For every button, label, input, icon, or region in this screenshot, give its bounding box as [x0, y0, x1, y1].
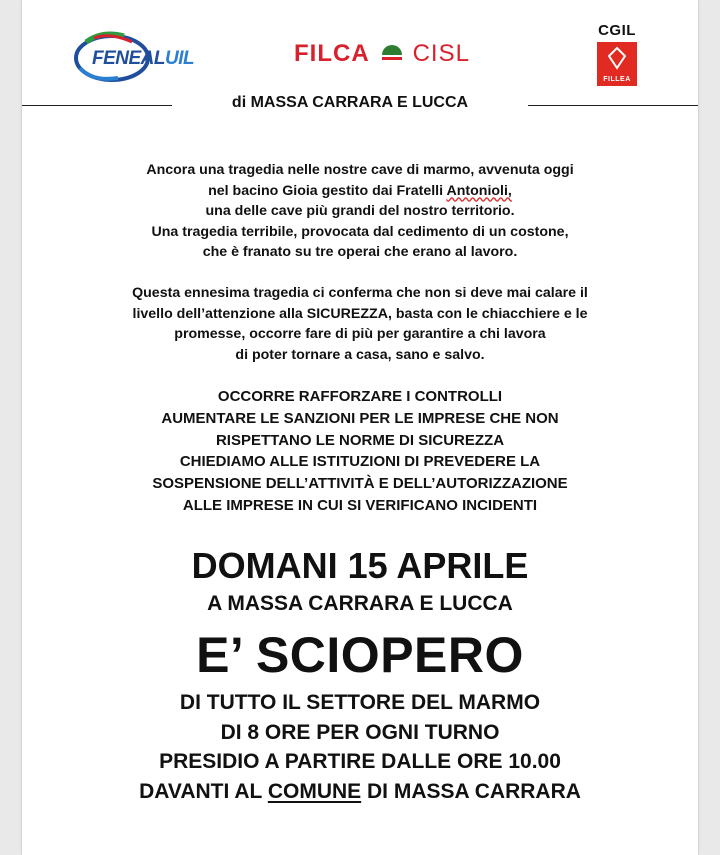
strike-date: DOMANI 15 APRILE: [191, 545, 529, 586]
paragraph-line: di poter tornare a casa, sano e salvo.: [235, 346, 485, 363]
filca-name: FILCA: [294, 40, 370, 67]
header: [22, 0, 698, 120]
demand-line: SOSPENSIONE DELL’ATTIVITÀ E DELL’AUTORIZZAZIONE: [152, 475, 568, 493]
demand-line: OCCORRE RAFFORZARE I CONTROLLI: [217, 388, 503, 405]
paragraph-line: promesse, occorre fare di più per garantire a chi lavora: [174, 326, 546, 342]
demand-line: ALLE IMPRESE IN CUI SI VERIFICANO INCIDENTI: [182, 496, 538, 514]
fillea-badge: [597, 42, 637, 86]
spellcheck-underlined-name: Antonioli,: [446, 182, 512, 199]
paragraph-line: Ancora una tragedia nelle nostre cave di marmo, avvenuta oggi: [146, 162, 574, 178]
detail-line-part: DI MASSA CARRARA: [367, 779, 581, 803]
detail-line: [22, 777, 698, 807]
flyer-page: [22, 0, 698, 855]
paragraph-line: che è franato su tre operai che erano al lavoro.: [202, 244, 518, 260]
strike-details: [22, 688, 698, 806]
demands-block: [22, 386, 698, 517]
fillea-emblem-icon: [607, 46, 627, 70]
header-rule-right: [528, 105, 698, 106]
paragraph-line: [22, 181, 698, 202]
filca-cisl-logo: [294, 40, 470, 70]
cisl-name: CISL: [412, 40, 470, 67]
fenealuil-name-2: UIL: [165, 48, 195, 69]
paragraph-line-part: nel bacino Gioia gestito dai Fratelli: [208, 182, 444, 199]
detail-line: PRESIDIO A PARTIRE DALLE ORE 10.00: [159, 750, 561, 773]
cgil-name: CGIL: [598, 22, 636, 39]
paragraph-line-part: , basta con le chiacchiere e le: [387, 305, 588, 322]
demand-line: CHIEDIAMO ALLE ISTITUZIONI DI PREVEDERE LA: [179, 453, 541, 471]
strike-headline: E’ SCIOPERO: [196, 627, 524, 683]
fenealuil-logo: [72, 28, 212, 84]
fillea-name: FILLEA: [603, 76, 631, 83]
paragraph-line: una delle cave più grandi del nostro territorio.: [205, 203, 515, 219]
header-rule-left: [22, 105, 172, 106]
paragraph-line-part: livello dell’attenzione alla: [132, 305, 303, 322]
cgil-fillea-logo: [592, 22, 642, 90]
header-subtitle: di MASSA CARRARA E LUCCA: [231, 94, 469, 111]
demand-line: AUMENTARE LE SANZIONI PER LE IMPRESE CHE NON: [161, 409, 559, 427]
paragraph-line: Una tragedia terribile, provocata dal cedimento di un costone,: [151, 223, 569, 240]
safety-keyword: SICUREZZA: [306, 305, 388, 322]
paragraph-line: [22, 304, 698, 325]
paragraph-line: Questa ennesima tragedia ci conferma che non si deve mai calare il: [132, 285, 588, 301]
comune-underlined: COMUNE: [267, 779, 362, 803]
detail-line: DI 8 ORE PER OGNI TURNO: [220, 720, 500, 744]
strike-location: A MASSA CARRARA E LUCCA: [207, 592, 513, 615]
demand-line: RISPETTANO LE NORME DI SICUREZZA: [215, 431, 505, 449]
half-circle-icon: [381, 42, 403, 67]
fenealuil-name-1: FENEAL: [92, 48, 165, 69]
paragraph-tragedy: [22, 160, 698, 263]
detail-line-part: DAVANTI AL: [139, 779, 262, 803]
paragraph-safety: [22, 283, 698, 365]
detail-line: DI TUTTO IL SETTORE DEL MARMO: [179, 691, 541, 714]
